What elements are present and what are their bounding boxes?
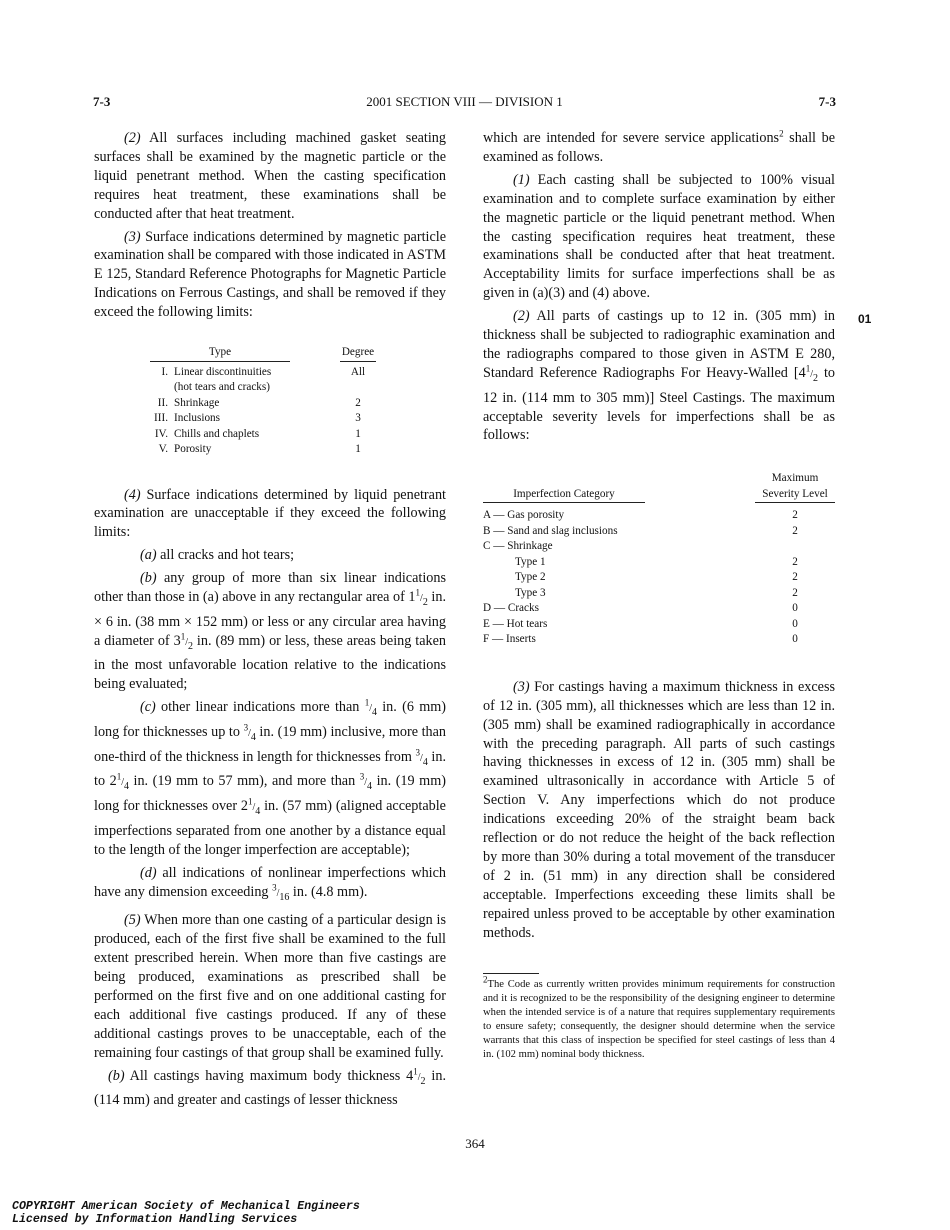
table-row: Type 2 2 — [515, 571, 798, 584]
paragraph-a: (a) all cracks and hot tears; — [140, 547, 295, 564]
table-row: Type 1 2 — [515, 555, 798, 568]
table-row: E — Hot tears 0 — [483, 617, 798, 630]
left-column — [94, 129, 446, 1114]
table-row: A — Gas porosity 2 — [483, 509, 798, 522]
table-row: F — Inserts 0 — [483, 633, 798, 646]
right-column — [483, 129, 835, 1062]
running-header — [93, 94, 836, 112]
table-header-type: Type — [150, 345, 290, 361]
paragraph-3-right: (3) For castings having a maximum thickness in excess of 12 in. (305 mm), all thicknesses which are less than 12 in. (305 mm) shall be examined radiographically in accordance with the preceding paragraph. All parts of such castings having thicknesses in excess of 12 in. (305 mm) shall be examined ultrasonically in accordance with Article 5 of Section V. Any imperfections which do not produce indications exceeding 20% of the straight beam back reflection or do not reduce the height of the back reflection by more than 30% during a total movement of the transducer of 2 in. (51 mm) in any direction shall be considered acceptable. Imperfections exceeding these limits shall be repaired unless proved to be acceptable by other examination methods. — [483, 678, 835, 941]
footnote: $^2$The Code as currently written provides minimum requirements for construction and it is recognized to be the responsibility of the designing engineer to determine when the intended service is of a nature that requires supplementary requirements to ensure safety; consequently, the designer should determine when the service warrants that this class of inspection be specified for steel castings of less than 4 in. (102 mm) nominal body thickness. — [483, 973, 835, 1060]
revision-mark: 01 — [858, 312, 872, 326]
table-row: D — Cracks 0 — [483, 602, 798, 615]
table-row: C — Shrinkage — [483, 540, 553, 553]
paragraph-5: (5) When more than one casting of a particular design is produced, each of the first five shall be examined to the full extent prescribed herein. When more than five castings are being produced, examinations as prescribed shall be performed on the first five and on one additional casting for each additional five castings produced. If any of these additional castings proves to be unacceptable, each of the remaining four castings of that group shall be examined fully. — [94, 912, 446, 1061]
paragraph-b: (b) any group of more than six linear indications other than those in (a) above in any rectangular area of $1^1/_2$ in. × 6 in. (38 mm × 152 mm) or less or any circular area having a diameter of $3^1/_2$ in. (89 mm) or less, these areas being taken in the most unfavorable location relative to the indications being evaluated; — [94, 570, 447, 693]
header-left: 7-3 — [93, 94, 111, 109]
severity-table — [483, 471, 835, 648]
paragraph-b-main: (b) All castings having maximum body thickness $4^1/_2$ in. (114 mm) and greater and castings of lesser thickness — [94, 1065, 446, 1109]
table-row: Type 3 2 — [515, 586, 798, 599]
type-degree-table — [150, 345, 446, 458]
table-row: III. Inclusions 3 — [154, 412, 361, 425]
paragraph-c: (c) other linear indications more than $^1/_4$ in. (6 mm) long for thicknesses up to $^3/_4$ in. (19 mm) inclusive, more than one-third of the thickness in length for thicknesses from $^3/_4$ in. to $2^1/_4$ in. (19 mm to 57 mm), and more than $^3/_4$ in. (19 mm) long for thicknesses over $2^1/_4$ in. (57 mm) (aligned acceptable imperfections separated from one another by a distance equal to the length of the longer imperfection are acceptable); — [94, 697, 447, 858]
table-row: V. Porosity 1 — [158, 443, 361, 456]
paragraph-2: (2) All surfaces including machined gasket seating surfaces shall be examined by the magnetic particle or the liquid penetrant method. When the casting specification requires heat treatment, these examinations shall be conducted after that heat treatment. — [94, 130, 446, 222]
copyright-notice: COPYRIGHT American Society of Mechanical Engineers Licensed by Information Handling Services — [12, 1200, 360, 1226]
footnote-ref: 2 — [779, 128, 784, 139]
table-row: II. Shrinkage 2 — [157, 396, 361, 409]
table-header-severity: Severity Level — [755, 487, 835, 503]
paragraph-2-right: (2) All parts of castings up to 12 in. (305 mm) in thickness shall be subjected to radiographic examination and the radiographs compared to those given in ASTM E 280, Standard Reference Radiographs For Heavy-Walled [$4^1/_2$ to 12 in. (114 mm to 305 mm)] Steel Castings. The maximum acceptable severity levels for imperfections shall be as follows: — [483, 308, 835, 444]
table-header-degree: Degree — [340, 345, 376, 361]
paragraph-d: (d) all indications of nonlinear imperfections which have any dimension exceeding $^3/_{16}$ in. (4.8 mm). — [94, 864, 446, 903]
paragraph-1: (1) Each casting shall be subjected to 100% visual examination and to complete surface examination by either the magnetic particle or the liquid penetrant method. When the casting specification requires heat treatment, these examinations shall be conducted after that heat treatment. Acceptability limits for surface imperfections shall be as given in (a)(3) and (4) above. — [483, 171, 835, 302]
table-row: (hot tears and cracks) — [174, 381, 270, 394]
continuation-paragraph: which are intended for severe service applications$^2$ shall be examined as follows. — [483, 128, 835, 165]
header-center: 2001 SECTION VIII — DIVISION 1 — [366, 94, 563, 109]
footnote-rule — [483, 973, 539, 974]
paragraph-3: (3) Surface indications determined by magnetic particle examination shall be compared with those indicated in ASTM E 125, Standard Reference Photographs for Magnetic Particle Indications on Ferrous Castings, and shall be removed if they exceed the following limits: — [94, 228, 446, 321]
table-header-category: Imperfection Category — [483, 487, 645, 503]
table-header-max: Maximum — [771, 472, 819, 485]
footnote-number: 2 — [483, 973, 488, 984]
paragraph-4: (4) Surface indications determined by liquid penetrant examination are unacceptable if they exceed the following limits: — [94, 486, 446, 541]
table-row: IV. Chills and chaplets 1 — [154, 427, 361, 440]
table-row: B — Sand and slag inclusions 2 — [483, 524, 798, 537]
table-row: I. Linear discontinuities All — [161, 365, 366, 378]
page-number: 364 — [465, 1136, 485, 1151]
header-right: 7-3 — [818, 94, 836, 109]
